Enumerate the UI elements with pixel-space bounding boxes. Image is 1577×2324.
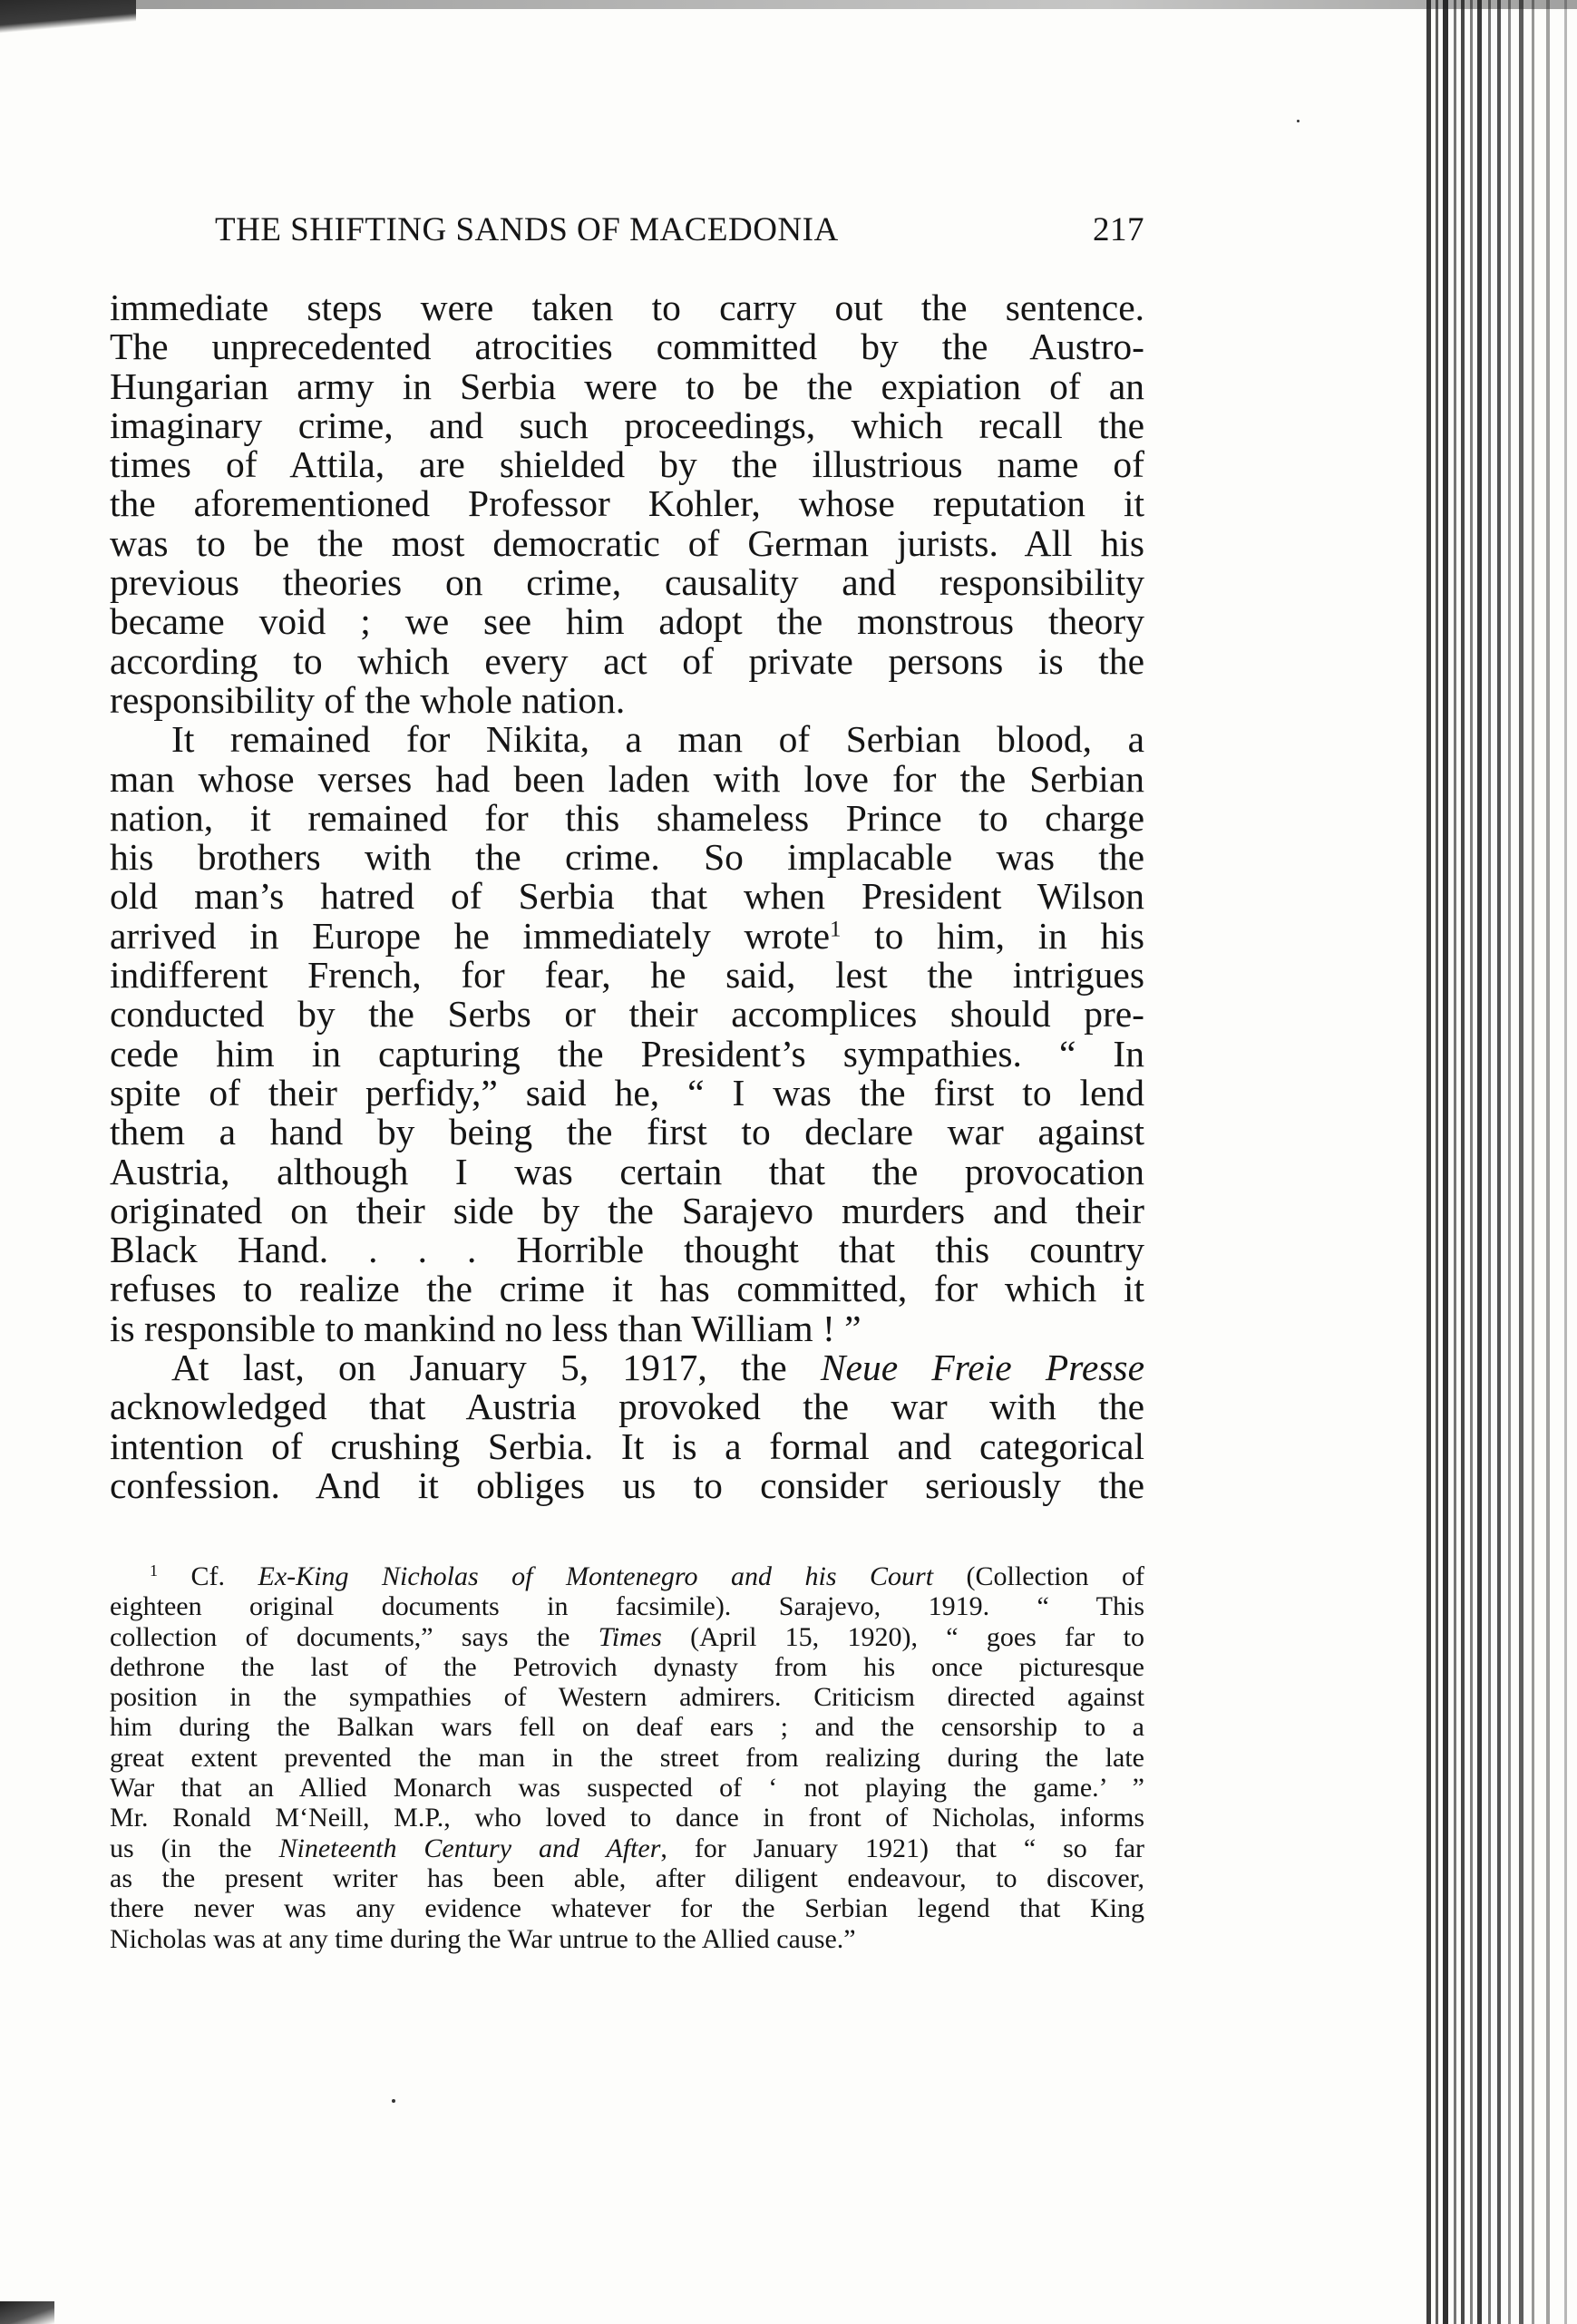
italic-title: Nineteenth Century and After xyxy=(278,1833,661,1863)
text-run: Nicholas was at any time during the War untrue to the Allied cause.” xyxy=(110,1923,856,1954)
text-run: spite of their perfidy,” said he, “ I was the first to lend xyxy=(110,1071,1144,1113)
text-run: great extent prevented the man in the street from realizing during the late xyxy=(110,1742,1144,1773)
text-run: intention of crushing Serbia. It is a formal and categorical xyxy=(110,1425,1144,1467)
body-line xyxy=(110,720,1144,759)
text-run: was to be the most democratic of German jurists. All his xyxy=(110,521,1144,564)
text-run: Hungarian army in Serbia were to be the expiation of an xyxy=(110,365,1144,407)
footnote-line xyxy=(110,1561,1144,1591)
body-line xyxy=(110,1269,1144,1308)
text-run: immediate steps were taken to carry out the sentence. xyxy=(110,287,1144,328)
running-header xyxy=(215,210,1144,249)
body-line xyxy=(110,1230,1144,1269)
footnote-line xyxy=(110,1803,1144,1833)
text-run: originated on their side by the Sarajevo murders and their xyxy=(110,1189,1144,1231)
body-line xyxy=(110,406,1144,445)
text-run: old man’s hatred of Serbia that when President Wilson xyxy=(110,875,1144,918)
scan-corner-shadow xyxy=(0,0,136,44)
footnote-marker: 1 xyxy=(830,917,842,942)
body-line xyxy=(110,639,1144,682)
text-run: (Collection of xyxy=(933,1561,1144,1591)
scan-corner-shadow-bottom xyxy=(0,2301,54,2324)
text-run: the aforementioned Professor Kohler, whose reputation it xyxy=(110,482,1144,525)
scan-speck xyxy=(392,2099,395,2103)
running-title: THE SHIFTING SANDS OF MACEDONIA xyxy=(215,211,839,248)
text-run: there never was any evidence whatever for the Serbian legend that King xyxy=(110,1893,1144,1924)
text-run: position in the sympathies of Western admirers. Criticism directed against xyxy=(110,1682,1144,1713)
body-line xyxy=(110,1309,1144,1348)
body-line xyxy=(110,995,1144,1034)
body-line xyxy=(110,914,1144,957)
footnote-line xyxy=(110,1773,1144,1803)
text-run: according to which every act of private persons is the xyxy=(110,639,1144,682)
body-line xyxy=(110,1032,1144,1074)
scan-speck xyxy=(1297,120,1300,122)
text-run: indifferent French, for fear, he said, lest the intrigues xyxy=(110,954,1144,997)
footnote-line xyxy=(110,1863,1144,1893)
body-line xyxy=(110,1427,1144,1466)
text-run: At last, on January 5, 1917, the xyxy=(171,1347,821,1389)
text-run: previous theories on crime, causality and responsibility xyxy=(110,561,1144,604)
footnote-line xyxy=(110,1924,1144,1954)
text-run: It remained for Nikita, a man of Serbian blood, a xyxy=(171,718,1144,761)
text-run: cede him in capturing the President’s sympathies. “ In xyxy=(110,1032,1144,1074)
text-run: them a hand by being the first to declare war against xyxy=(110,1111,1144,1153)
text-run: to him, in his xyxy=(841,914,1144,957)
body-line xyxy=(110,877,1144,916)
body-line xyxy=(110,757,1144,800)
text-run: him during the Balkan wars fell on deaf ears ; and the censorship to a xyxy=(110,1712,1144,1743)
body-line xyxy=(110,484,1144,523)
page-edges xyxy=(1419,0,1577,2324)
scan-edge-top xyxy=(0,0,1577,9)
body-text xyxy=(110,288,1144,1505)
body-line xyxy=(110,1191,1144,1230)
body-line xyxy=(110,563,1144,602)
text-run: collection of documents,” says the xyxy=(110,1621,599,1652)
text-run: The unprecedented atrocities committed by the Austro- xyxy=(110,326,1144,368)
text-run: times of Attila, are shielded by the illustrious name of xyxy=(110,443,1144,486)
text-run: imaginary crime, and such proceedings, which recall the xyxy=(110,404,1144,446)
text-run: nation, it remained for this shameless Prince to charge xyxy=(110,796,1144,839)
text-run: , for January 1921) that “ so far xyxy=(660,1833,1145,1863)
footnote-marker: 1 xyxy=(150,1561,158,1580)
body-line xyxy=(110,602,1144,641)
body-line xyxy=(110,678,1144,721)
body-line xyxy=(110,1463,1144,1506)
italic-title: Neue Freie Presse xyxy=(820,1347,1144,1389)
text-run: as the present writer has been able, after diligent endeavour, to discover, xyxy=(110,1862,1144,1893)
page-number: 217 xyxy=(1093,211,1144,248)
body-line xyxy=(110,327,1144,366)
italic-title: Times xyxy=(598,1621,662,1652)
body-line xyxy=(110,521,1144,564)
text-run: dethrone the last of the Petrovich dynasty from his once picturesque xyxy=(110,1651,1144,1682)
body-line xyxy=(110,445,1144,484)
text-run: arrived in Europe he immediately wrote xyxy=(110,914,830,957)
body-line xyxy=(110,1152,1144,1191)
text-run: responsibility of the whole nation. xyxy=(110,678,626,721)
text-run: Mr. Ronald M‘Neill, M.P., who loved to dance in front of Nicholas, informs xyxy=(110,1803,1144,1833)
body-line xyxy=(110,956,1144,995)
text-run: is responsible to mankind no less than William ! ” xyxy=(110,1307,862,1349)
text-run: (April 15, 1920), “ goes far to xyxy=(661,1621,1144,1652)
text-run: his brothers with the crime. So implacable was the xyxy=(110,836,1144,879)
body-line xyxy=(110,1387,1144,1426)
footnote-line xyxy=(110,1833,1144,1863)
body-line xyxy=(110,1113,1144,1152)
text-run: Black Hand. . . . Horrible thought that this country xyxy=(110,1229,1144,1271)
footnote-line xyxy=(110,1682,1144,1712)
footnote-line xyxy=(110,1622,1144,1652)
body-line xyxy=(110,1071,1144,1113)
text-run: refuses to realize the crime it has committed, for which it xyxy=(110,1268,1144,1310)
body-line xyxy=(110,367,1144,406)
text-run: Austria, although I was certain that the provocation xyxy=(110,1150,1144,1192)
body-line xyxy=(110,1348,1144,1387)
body-line xyxy=(110,838,1144,877)
italic-title: Ex-King Nicholas of Montenegro and his Court xyxy=(258,1561,934,1591)
text-run: became void ; we see him adopt the monstrous theory xyxy=(110,600,1144,643)
footnote-line xyxy=(110,1652,1144,1682)
footnote-block xyxy=(110,1561,1144,1954)
footnote-line xyxy=(110,1712,1144,1742)
body-line xyxy=(110,288,1144,327)
text-run: eighteen original documents in facsimile). Sarajevo, 1919. “ This xyxy=(110,1591,1144,1622)
footnote-line xyxy=(110,1591,1144,1621)
text-run: confession. And it obliges us to consider seriously the xyxy=(110,1463,1144,1506)
text-run: Cf. xyxy=(158,1561,258,1591)
text-run: us (in the xyxy=(110,1833,279,1863)
footnote-line xyxy=(110,1743,1144,1773)
text-run: War that an Allied Monarch was suspected of ‘ not playing the game.’ ” xyxy=(110,1773,1144,1804)
text-run: conducted by the Serbs or their accomplices should pre- xyxy=(110,993,1144,1036)
body-line xyxy=(110,796,1144,839)
text-run: man whose verses had been laden with love for the Serbian xyxy=(110,757,1144,800)
text-run: acknowledged that Austria provoked the war with the xyxy=(110,1386,1144,1428)
footnote-line xyxy=(110,1893,1144,1923)
